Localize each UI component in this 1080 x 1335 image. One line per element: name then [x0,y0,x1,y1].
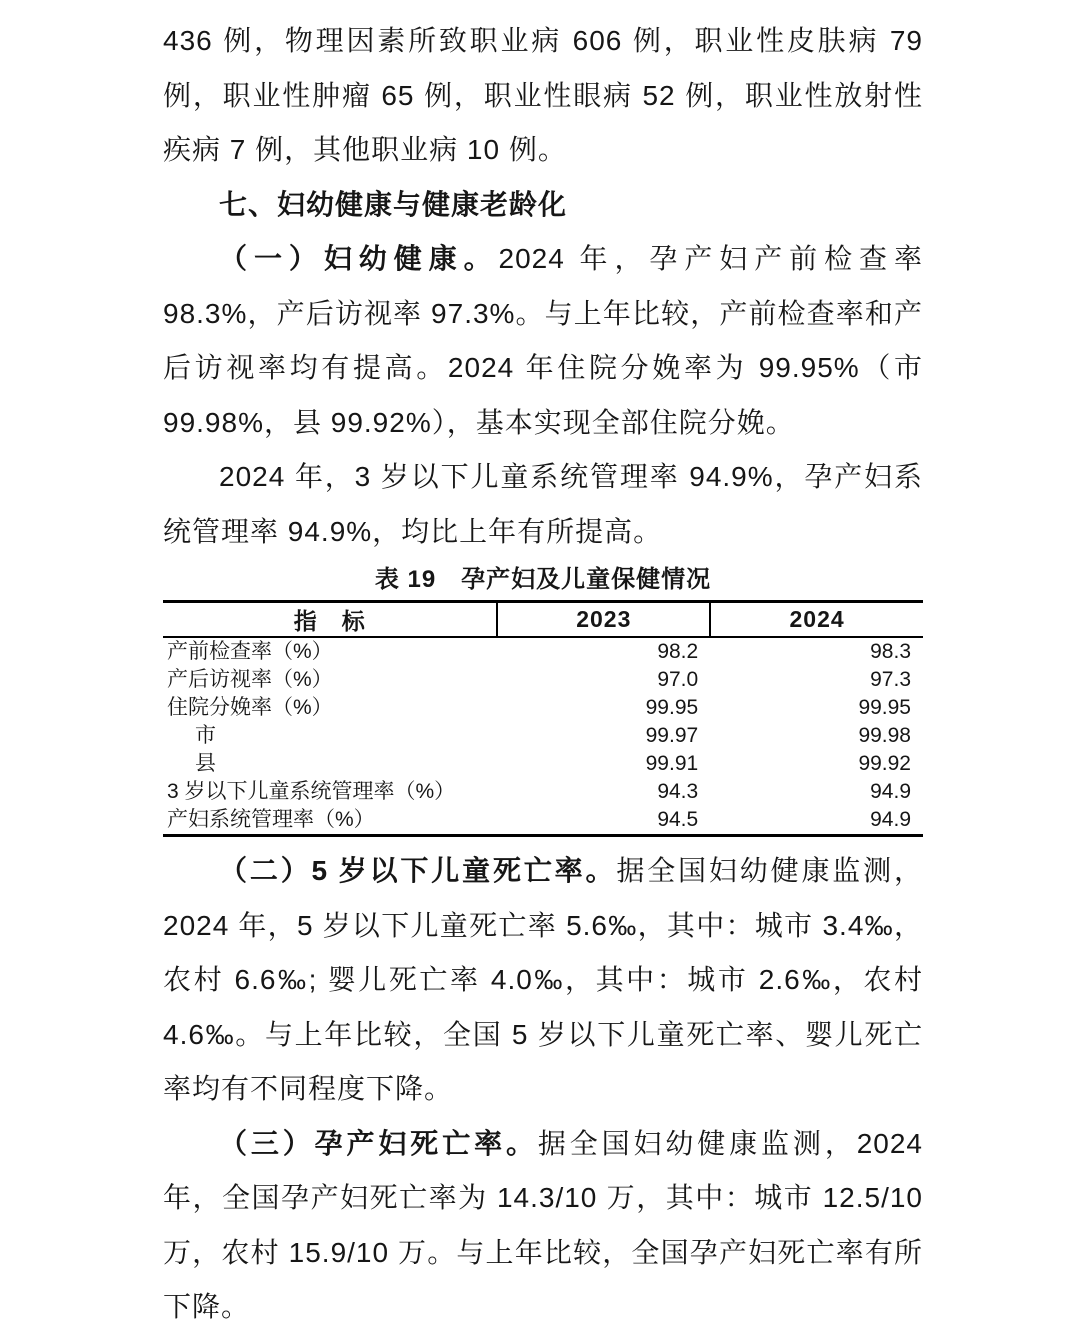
table-title: 表 19 孕产妇及儿童保健情况 [374,566,712,593]
section-heading-maternal-child-health [163,178,923,233]
table-row [163,666,923,694]
paragraph-under5-mortality [163,844,923,1117]
body-text: 436 例，物理因素所致职业病 606 例，职业性皮肤病 79 例，职业性肿瘤 65 例，职业性眼病 52 例，职业性放射性疾病 7 例，其他职业病 10 例。 [163,25,923,165]
table-row [163,750,923,778]
indicator-label: 市 [195,724,216,747]
value-2023: 99.95 [645,696,699,719]
value-2024: 94.9 [870,808,911,831]
value-2023: 97.0 [657,668,699,691]
value-2023: 99.97 [645,724,699,747]
value-2024: 98.3 [870,640,911,663]
indicator-label: 产妇系统管理率（%） [167,808,375,831]
year-2024-column-header: 2024 [710,602,923,638]
indicator-label: 产前检查率（%） [167,640,333,663]
paragraph-maternal-child-health [163,232,923,450]
paragraph-occupational-diseases [163,14,923,178]
value-2024: 94.9 [870,780,911,803]
content-before-table [163,14,923,559]
value-2023: 99.91 [645,752,699,775]
table-body [163,637,923,836]
table-row [163,778,923,806]
value-2024: 99.92 [858,752,911,775]
indicator-label: 住院分娩率（%） [167,696,333,719]
table-header-row [163,602,923,638]
bold-lead-text: （一）妇幼健康。 [219,243,499,274]
indicator-label: 3 岁以下儿童系统管理率（%） [167,780,456,803]
paragraph-system-management-rates [163,450,923,559]
paragraph-maternal-mortality [163,1117,923,1335]
table-19-block [163,559,923,837]
body-text: 据全国妇幼健康监测，2024 年，全国孕产妇死亡率为 14.3/10 万，其中：城市 12.5/10 万，农村 15.9/10 万。与上年比较，全国孕产妇死亡率有所下降。 [163,1127,923,1322]
bold-lead-text: （二）5 岁以下儿童死亡率。 [219,855,617,886]
table-row [163,806,923,836]
body-text: 2024 年，3 岁以下儿童系统管理率 94.9%，孕产妇系统管理率 94.9%，均比上年有所提高。 [163,461,923,547]
bold-lead-text: （三）孕产妇死亡率。 [219,1127,538,1159]
value-2024: 99.98 [858,724,911,747]
value-2024: 97.3 [870,668,911,691]
year-2023-column-header: 2023 [497,602,710,638]
body-text: 2024 年，孕产妇产前检查率 98.3%，产后访视率 97.3%。与上年比较，产前检查率和产后访视率均有提高。2024 年住院分娩率为 99.95%（市 99.98%，县 99.92%），基本实现全部住院分娩。 [163,243,923,438]
value-2023: 94.5 [657,808,699,831]
indicator-column-header: 指 标 [163,602,497,638]
bold-lead-text: 七、妇幼健康与健康老龄化 [219,188,568,220]
value-2023: 94.3 [657,780,699,803]
indicator-label: 产后访视率（%） [167,668,333,691]
table-row [163,637,923,666]
table-19 [163,600,923,837]
table-row [163,694,923,722]
indicator-label: 县 [195,752,216,775]
value-2023: 98.2 [657,640,699,663]
body-text: 据全国妇幼健康监测，2024 年，5 岁以下儿童死亡率 5.6‰，其中：城市 3.4‰，农村 6.6‰; 婴儿死亡率 4.0‰，其中：城市 2.6‰，农村 4.6‰。与上年比较，全国 5 岁以下儿童死亡率、婴儿死亡率均有不同程度下降。 [163,855,923,1104]
value-2024: 99.95 [858,696,911,719]
table-row [163,722,923,750]
